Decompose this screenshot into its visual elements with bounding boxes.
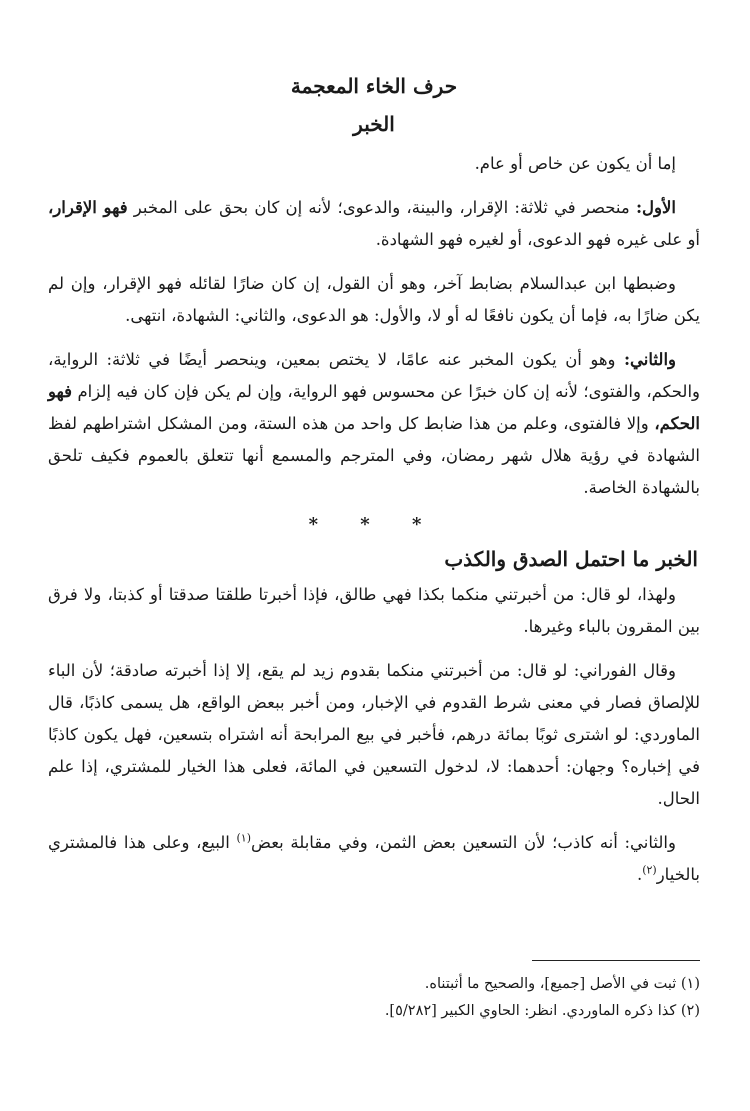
footnote-divider <box>532 960 700 961</box>
paragraph-text: البيع، وعلى هذا فالمشتري بالخيار <box>48 833 700 884</box>
page-body <box>48 74 700 903</box>
keyword-first: الأول: <box>635 198 676 217</box>
paragraph-talaq: ولهذا، لو قال: من أخبرتني منكما بكذا فهي طالق، فإذا أخبرتا طلقتا صدقتا أو كذبتا، ولا فرق بين المقرون بالباء وغيرها. <box>48 585 700 636</box>
paragraph-ibn-abdulsalam: وضبطها ابن عبدالسلام بضابط آخر، وهو أن القول، إن كان ضارًا لقائله فهو الإقرار، وإن لم يكن ضارًا به، فإما أن يكون نافعًا له أو لا، والأول: هو الدعوى، والثاني: الشهادة، انتهى. <box>48 274 700 325</box>
paragraph-first-type <box>48 192 700 256</box>
section-title-truth-falsehood: الخبر ما احتمل الصدق والكذب <box>444 547 698 571</box>
paragraph-text: وهو أن يكون المخبر عنه عامًا، لا يختص بمعين، وينحصر أيضًا في ثلاثة: الرواية، والحكم، والفتوى؛ لأنه إن كان خبرًا عن محسوس فهو الرواية، وإن لم يكن فإن كان فيه إلزام <box>48 350 700 401</box>
paragraph-fawrani: وقال الفوراني: لو قال: من أخبرتني منكما بقدوم زيد لم يقع، إلا إذا أخبرته صادقة؛ لأن الباء للإلصاق فصار في معنى شرط القدوم في الإخبار، ومن أخبر ببعض الواقع، هل يسمى كاذبًا، قال الماوردي: لو اشترى ثوبًا بمائة درهم، فأخبر في بيع المرابحة أنه اشتراه بتسعين، فهل يكون كاذبًا في إخباره؟ وجهان: أحدهما: لا، لدخول التسعين في المائة، فعلى هذا الخيار للمشتري، إذا علم الحال. <box>48 661 700 808</box>
section-title-khabar: الخبر <box>353 112 395 136</box>
paragraph-text: منحصر في ثلاثة: الإقرار، والبينة، والدعوى؛ لأنه إن كان بحق على المخبر <box>133 198 630 217</box>
footnote-ref-2[interactable]: (٢) <box>642 863 657 877</box>
footnotes-section <box>48 960 700 1025</box>
paragraph-second-opinion <box>48 827 700 891</box>
paragraph-intro: إما أن يكون عن خاص أو عام. <box>474 154 676 173</box>
keyword-second: والثاني: <box>623 350 676 369</box>
footnote-2: (٢) كذا ذكره الماوردي. انظر: الحاوي الكبير [٥/٢٨٢]. <box>384 1003 700 1019</box>
footnote-ref-1[interactable]: (١) <box>236 831 251 845</box>
paragraph-text: والثاني: أنه كاذب؛ لأن التسعين بعض الثمن، وفي مقابلة بعض <box>250 833 676 852</box>
keyword-hukm: فهو الحكم، <box>48 382 700 433</box>
keyword-iqrar: فهو الإقرار، <box>48 198 128 217</box>
section-divider: * * * <box>308 514 440 535</box>
paragraph-second-type <box>48 344 700 504</box>
paragraph-text: . <box>636 865 643 884</box>
footnote-1: (١) ثبت في الأصل [جميع]، والصحيح ما أثبتناه. <box>424 976 700 992</box>
paragraph-text: وإلا فالفتوى، وعلم من هذا ضابط كل واحد من هذه الستة، ومن المشكل اشتراطهم لفظ الشهادة في رؤية هلال شهر رمضان، وفي المترجم والمسمع أنها تتعلق بالعموم فكيف تلحق بالشهادة الخاصة. <box>48 414 700 497</box>
paragraph-text: أو على غيره فهو الدعوى، أو لغيره فهو الشهادة. <box>375 230 700 249</box>
chapter-title: حرف الخاء المعجمة <box>290 74 458 98</box>
